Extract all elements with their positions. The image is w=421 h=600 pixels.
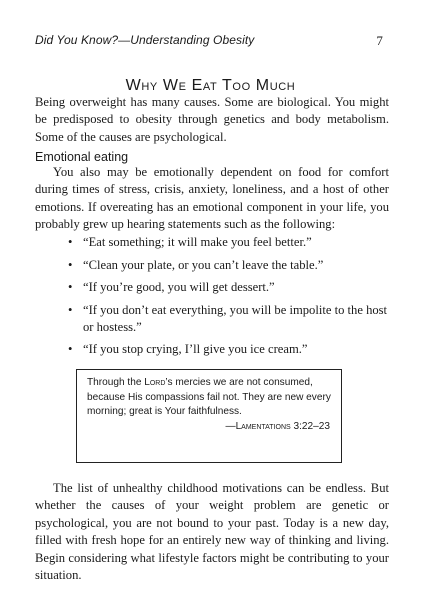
- statement-list: [68, 234, 388, 364]
- quote-text-after: ’s mercies we are not consumed, because His compassions fail not. They are new every morning; great is Your faithfulness.: [87, 377, 331, 417]
- bullet-icon: •: [68, 302, 73, 317]
- list-item: [68, 302, 388, 336]
- bullet-icon: •: [68, 280, 73, 294]
- citation-reference: Lamentations 3:22–23: [235, 420, 330, 432]
- quote-text: [87, 376, 332, 420]
- citation-dash: —: [225, 420, 236, 432]
- list-item: [68, 257, 388, 274]
- page-number: 7: [376, 33, 383, 48]
- paragraph-intro: Being overweight has many causes. Some are biological. You might be predisposed to obesity through genetics and body metabolism. Some of the causes are psychological.: [35, 95, 389, 144]
- paragraph-conclusion: The list of unhealthy childhood motivations can be endless. But whether the causes of your weight problem are genetic or psychological, you are not bound to your past. Today is a new day, filled with fresh hope for an entirely new way of thinking and living. Begin considering what lifestyle factors might be contributing to your situation.: [35, 481, 389, 583]
- list-item-text: “Clean your plate, or you can’t leave the table.”: [83, 257, 324, 272]
- bullet-icon: •: [68, 257, 73, 272]
- section-subhead: Emotional eating: [35, 150, 129, 164]
- list-item-text: “If you don’t eat everything, you will be impolite to the host or hostess.”: [83, 302, 388, 334]
- quote-lord: Lord: [144, 377, 166, 388]
- list-item-text: “Eat something; it will make you feel better.”: [83, 235, 312, 249]
- quote-citation: [87, 420, 332, 435]
- chapter-title: Why We Eat Too Much: [125, 76, 296, 94]
- list-item-text: “If you stop crying, I’ll give you ice cream.”: [83, 342, 308, 356]
- quote-text-before: Through the: [87, 377, 145, 388]
- list-item: [68, 341, 388, 358]
- list-item-text: “If you’re good, you will get dessert.”: [83, 280, 275, 294]
- bullet-icon: •: [68, 342, 73, 356]
- running-head-title: Did You Know?—Understanding Obesity: [35, 33, 255, 47]
- bullet-icon: •: [68, 235, 73, 249]
- list-item: [68, 234, 388, 251]
- paragraph-emotional-eating: You also may be emotionally dependent on food for comfort during times of stress, crisis, anxiety, loneliness, and a host of other emotions. If overeating has an emotional component in your life, you probably grew up hearing statements such as the following:: [35, 165, 389, 232]
- running-head: [35, 33, 386, 51]
- scripture-quote-box: [76, 369, 342, 463]
- list-item: [68, 279, 388, 296]
